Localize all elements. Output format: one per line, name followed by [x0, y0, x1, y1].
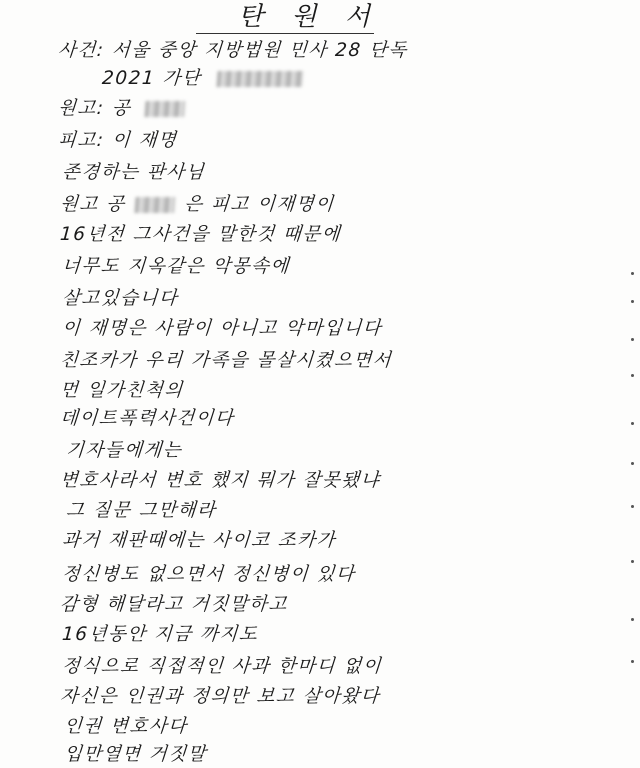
body-line: 자신은 인권과 정의만 보고 살아왔다	[59, 686, 381, 707]
redacted-plaintiff-name	[134, 197, 175, 213]
scan-dot	[631, 272, 634, 275]
scan-dot	[631, 505, 634, 508]
scan-dot	[631, 462, 634, 465]
case-label: 사건:	[57, 40, 106, 61]
case-number-line	[101, 68, 303, 90]
defendant-label: 피고:	[57, 130, 106, 151]
defendant-line	[57, 130, 178, 152]
scan-dot	[631, 560, 634, 563]
case-number-prefix: 2021 가단	[101, 68, 202, 89]
title-underline	[196, 33, 374, 34]
body-line: 감형 해달라고 거짓말하고	[59, 594, 289, 615]
plaintiff-line	[57, 98, 185, 120]
body-line: 그 질문 그만해라	[65, 500, 218, 521]
body-line	[59, 194, 335, 216]
document-title: 탄 원 서	[238, 2, 380, 32]
body-line: 16년동안 지금 까지도	[61, 624, 260, 645]
body-line: 친조카가 우리 가족을 몰살시켰으면서	[59, 350, 393, 371]
body-line: 데이트폭력사건이다	[59, 408, 236, 429]
redacted-case-number	[216, 71, 303, 87]
case-court: 서울 중앙 지방법원 민사 28 단독	[111, 40, 409, 61]
scan-margin-marks	[630, 0, 634, 768]
body-line: 인권 변호사다	[63, 716, 189, 737]
scan-dot	[631, 660, 634, 663]
body-text: 원고 공	[59, 194, 127, 215]
body-line: 16년전 그사건을 말한것 때문에	[59, 224, 342, 245]
scan-dot	[631, 422, 634, 425]
body-line: 과거 재판때에는 사이코 조카가	[61, 530, 337, 551]
scan-dot	[631, 374, 634, 377]
plaintiff-label: 원고:	[57, 98, 106, 119]
case-line	[57, 40, 408, 62]
body-line: 존경하는 판사님	[61, 162, 206, 183]
scan-dot	[631, 338, 634, 341]
body-line: 입만열면 거짓말	[63, 744, 208, 765]
plaintiff-surname: 공	[111, 98, 133, 119]
body-text: 은 피고 이재명이	[183, 194, 336, 215]
body-line: 변호사라서 변호 했지 뭐가 잘못됐냐	[59, 470, 381, 491]
body-line: 살고있습니다	[61, 288, 180, 309]
body-line: 먼 일가친척의	[59, 380, 185, 401]
redacted-plaintiff-name	[144, 101, 185, 117]
title-block	[238, 2, 380, 32]
body-line: 정신병도 없으면서 정신병이 있다	[61, 564, 357, 585]
body-line: 너무도 지옥같은 악몽속에	[61, 256, 291, 277]
scan-dot	[631, 618, 634, 621]
body-line: 기자들에게는	[65, 440, 184, 461]
defendant-name: 이 재명	[111, 130, 179, 151]
body-line: 이 재명은 사람이 아니고 악마입니다	[61, 318, 383, 339]
body-line: 정식으로 직접적인 사과 한마디 없이	[61, 656, 383, 677]
scan-dot	[631, 300, 634, 303]
